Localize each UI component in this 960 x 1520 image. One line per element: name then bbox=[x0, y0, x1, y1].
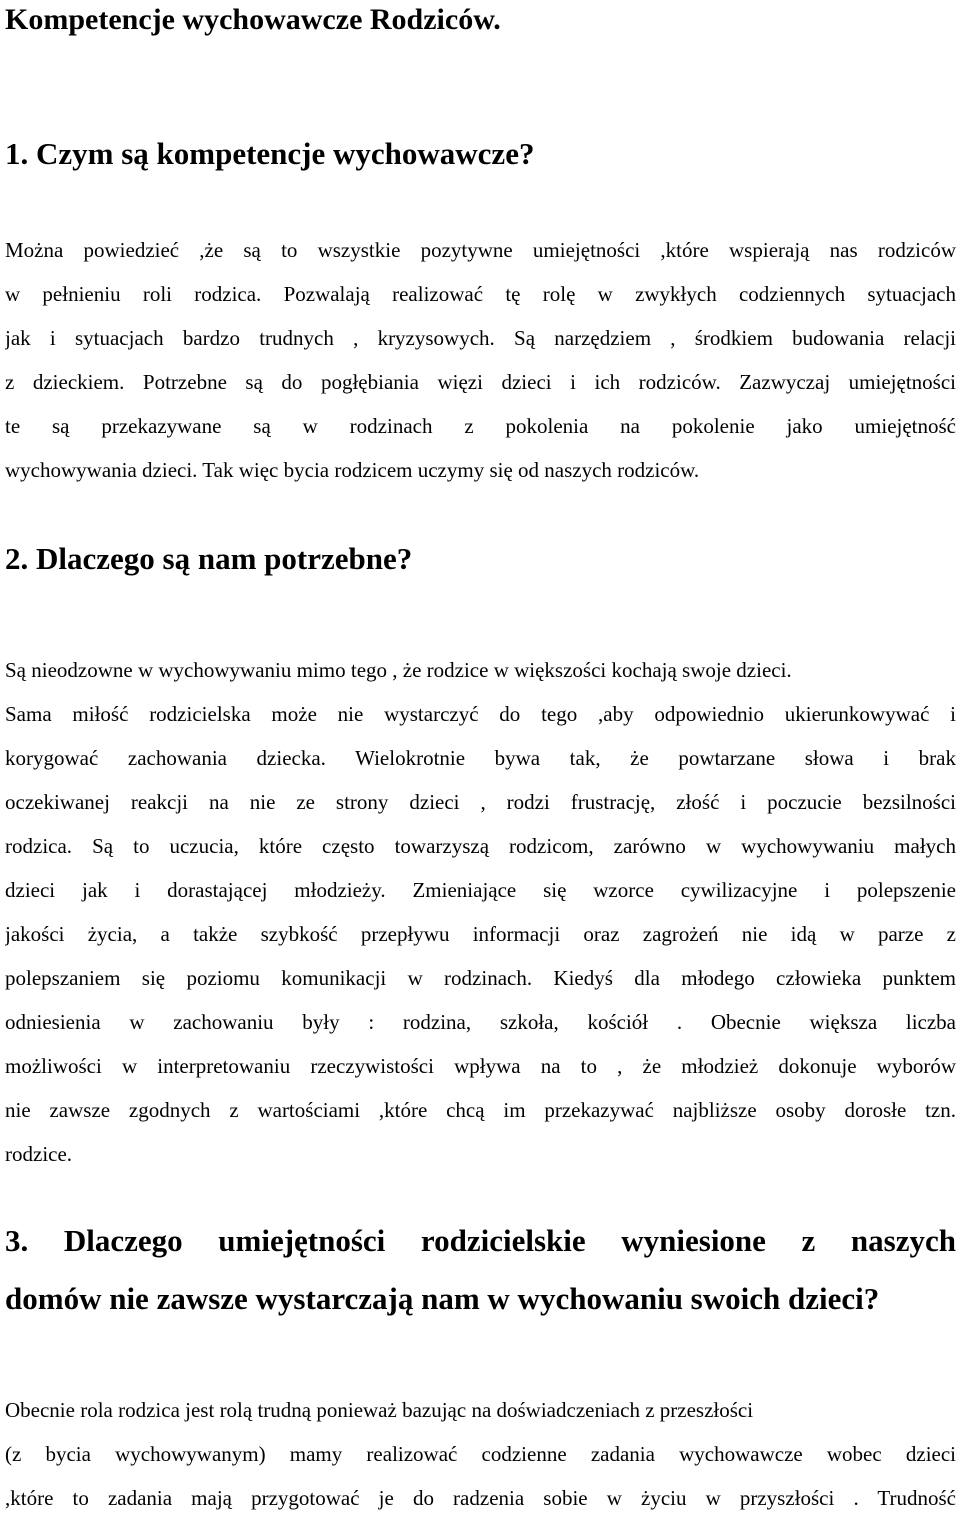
paragraph-line: korygować zachowania dziecka. Wielokrotnie bywa tak, że powtarzane słowa i brak bbox=[5, 746, 956, 770]
paragraph-line: ,które to zadania mają przygotować je do radzenia sobie w życiu w przyszłości . Trudność bbox=[5, 1486, 956, 1510]
paragraph-line: polepszaniem się poziomu komunikacji w rodzinach. Kiedyś dla młodego człowieka punktem bbox=[5, 966, 956, 990]
paragraph-line: oczekiwanej reakcji na nie ze strony dzieci , rodzi frustrację, złość i poczucie bezsilności bbox=[5, 790, 956, 814]
paragraph-line: jak i sytuacjach bardzo trudnych , kryzysowych. Są narzędziem , środkiem budowania relacji bbox=[5, 326, 956, 350]
paragraph-line: możliwości w interpretowaniu rzeczywistości wpływa na to , że młodzież dokonuje wyborów bbox=[5, 1054, 956, 1078]
paragraph-line: wychowywania dzieci. Tak więc bycia rodzicem uczymy się od naszych rodziców. bbox=[5, 458, 700, 482]
paragraph-line: dzieci jak i dorastającej młodzieży. Zmieniające się wzorce cywilizacyjne i polepszenie bbox=[5, 878, 956, 902]
paragraph-line: odniesienia w zachowaniu były : rodzina, szkoła, kościół . Obecnie większa liczba bbox=[5, 1010, 956, 1034]
section-1-paragraph bbox=[5, 228, 956, 492]
section-3-paragraph bbox=[5, 1388, 956, 1520]
paragraph-line: nie zawsze zgodnych z wartościami ,które chcą im przekazywać najbliższe osoby dorosłe tzn. bbox=[5, 1098, 956, 1122]
heading-line: 3. Dlaczego umiejętności rodzicielskie wyniesione z naszych bbox=[5, 1223, 956, 1258]
paragraph-line: te są przekazywane są w rodzinach z pokolenia na pokolenie jako umiejętność bbox=[5, 414, 956, 438]
paragraph-line: Są nieodzowne w wychowywaniu mimo tego , że rodzice w większości kochają swoje dzieci. bbox=[5, 658, 792, 682]
paragraph-line: jakości życia, a także szybkość przepływu informacji oraz zagrożeń nie idą w parze z bbox=[5, 922, 956, 946]
document-title: Kompetencje wychowawcze Rodziców. bbox=[5, 3, 501, 36]
paragraph-line: Sama miłość rodzicielska może nie wystarczyć do tego ,aby odpowiednio ukierunkowywać i bbox=[5, 702, 956, 726]
paragraph-line: rodzice. bbox=[5, 1142, 73, 1166]
paragraph-line: w pełnieniu roli rodzica. Pozwalają realizować tę rolę w zwykłych codziennych sytuacjach bbox=[5, 282, 956, 306]
section-2-heading: 2. Dlaczego są nam potrzebne? bbox=[5, 541, 413, 576]
section-1-heading: 1. Czym są kompetencje wychowawcze? bbox=[5, 136, 535, 171]
section-2-paragraph bbox=[5, 648, 956, 1176]
paragraph-line: (z bycia wychowywanym) mamy realizować codzienne zadania wychowawcze wobec dzieci bbox=[5, 1442, 956, 1466]
paragraph-line: Obecnie rola rodzica jest rolą trudną ponieważ bazując na doświadczeniach z przeszłości bbox=[5, 1398, 754, 1422]
paragraph-line: Można powiedzieć ,że są to wszystkie pozytywne umiejętności ,które wspierają nas rodziców bbox=[5, 238, 956, 262]
heading-line: domów nie zawsze wystarczają nam w wychowaniu swoich dzieci? bbox=[5, 1281, 880, 1316]
paragraph-line: z dzieckiem. Potrzebne są do pogłębiania więzi dzieci i ich rodziców. Zazwyczaj umiejętności bbox=[5, 370, 956, 394]
section-3-heading bbox=[5, 1212, 956, 1328]
paragraph-line: rodzica. Są to uczucia, które często towarzyszą rodzicom, zarówno w wychowywaniu małych bbox=[5, 834, 956, 858]
